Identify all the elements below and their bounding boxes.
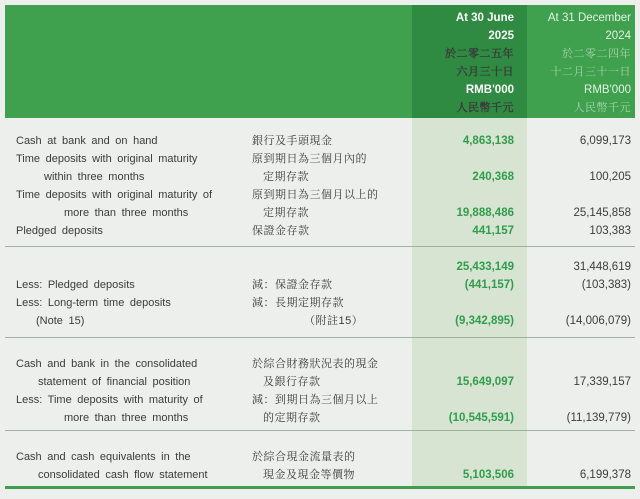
divider <box>5 337 635 338</box>
label-zh-line: 原到期日為三個月以上的 <box>252 189 379 201</box>
value-2025: 25,433,149 <box>456 261 514 273</box>
section-deposits <box>0 132 640 240</box>
label-en <box>16 186 252 222</box>
label-zh-line: 於綜合財務狀況表的現金 <box>252 358 379 370</box>
table-row-subtotal <box>0 258 640 276</box>
label-zh-line: 銀行及手頭現金 <box>252 135 333 147</box>
label-en-line: (Note 15) <box>36 315 85 327</box>
value-2025: 240,368 <box>472 171 514 183</box>
label-zh-line: 的定期存款 <box>263 412 321 424</box>
value-2024: 6,099,173 <box>579 135 631 147</box>
label-en <box>16 448 252 484</box>
value-2024: 6,199,378 <box>579 469 631 481</box>
label-zh-line: 保證金存款 <box>252 225 310 237</box>
table-body <box>0 118 640 489</box>
section-financial-position <box>0 355 640 427</box>
label-en-line: statement of financial position <box>38 376 191 388</box>
value-2024: (11,139,779) <box>566 412 631 424</box>
label-zh-line: （附註15） <box>304 315 364 327</box>
table-row <box>0 276 640 294</box>
label-en-line: Less: Pledged deposits <box>16 279 135 291</box>
header-line: 於二零二五年 <box>445 48 514 60</box>
total-divider <box>5 486 635 489</box>
label-zh-line: 定期存款 <box>263 171 309 183</box>
label-zh <box>252 448 402 484</box>
label-zh-line: 於綜合現金流量表的 <box>252 451 356 463</box>
value-2024: 25,145,858 <box>573 207 631 219</box>
label-en-line: Less: Long-term time deposits <box>16 297 171 309</box>
header-line: At 31 December <box>547 12 631 24</box>
label-en-line: more than three months <box>64 207 189 219</box>
label-zh <box>252 150 402 186</box>
value-2025: 19,888,486 <box>456 207 514 219</box>
header-line: 於二零二四年 <box>562 48 631 60</box>
value-2024: (103,383) <box>581 279 631 291</box>
label-en-line: within three months <box>44 171 145 183</box>
label-en-line: Time deposits with original maturity <box>16 153 198 165</box>
label-en-line: Time deposits with original maturity of <box>16 189 213 201</box>
value-2025: 15,649,097 <box>456 376 514 388</box>
label-en <box>16 355 252 391</box>
label-en-line: consolidated cash flow statement <box>38 469 208 481</box>
table-header <box>5 5 635 118</box>
table-row <box>0 132 640 150</box>
label-zh-line: 定期存款 <box>263 207 309 219</box>
label-en <box>16 150 252 186</box>
label-en-line: Pledged deposits <box>16 225 103 237</box>
label-en <box>16 294 252 330</box>
value-2024: 17,339,157 <box>573 376 631 388</box>
label-zh <box>252 294 402 330</box>
value-2024: (14,006,079) <box>565 315 631 327</box>
label-zh-line: 減：長期定期存款 <box>252 297 344 309</box>
header-line: RMB'000 <box>465 84 514 96</box>
label-zh <box>252 276 402 294</box>
value-2025: (10,545,591) <box>448 412 514 424</box>
label-zh <box>252 186 402 222</box>
table-row <box>0 391 640 427</box>
header-line: At 30 June <box>455 12 514 24</box>
header-line: 2025 <box>488 30 514 42</box>
header-col-prior-period <box>527 5 635 118</box>
label-en-line: more than three months <box>64 412 189 424</box>
label-zh-line: 原到期日為三個月內的 <box>252 153 367 165</box>
section-subtotal-less <box>0 258 640 330</box>
label-en <box>16 222 252 240</box>
value-2025: 441,157 <box>472 225 514 237</box>
section-cash-equivalents <box>0 448 640 484</box>
header-line: 人民幣千元 <box>456 102 514 114</box>
label-zh-line: 及銀行存款 <box>263 376 321 388</box>
table-row <box>0 150 640 186</box>
label-zh <box>252 132 402 150</box>
header-line: 人民幣千元 <box>573 102 631 114</box>
value-2025: 5,103,506 <box>462 469 514 481</box>
header-col-current-period <box>412 5 527 118</box>
label-zh <box>252 355 402 391</box>
label-en-line: Cash and cash equivalents in the <box>16 451 191 463</box>
value-2024: 31,448,619 <box>573 261 631 273</box>
table-row <box>0 222 640 240</box>
header-line: 2024 <box>605 30 631 42</box>
label-zh <box>252 391 402 427</box>
label-en <box>16 132 252 150</box>
value-2025: (9,342,895) <box>455 315 514 327</box>
table-row <box>0 294 640 330</box>
header-line: 六月三十日 <box>456 66 514 78</box>
value-2025: 4,863,138 <box>462 135 514 147</box>
label-en <box>16 391 252 427</box>
table-row <box>0 448 640 484</box>
label-zh-line: 減：到期日為三個月以上 <box>252 394 379 406</box>
label-zh <box>252 222 402 240</box>
header-line: 十二月三十一日 <box>550 66 631 78</box>
label-zh-line: 現金及現金等價物 <box>263 469 355 481</box>
value-2025: (441,157) <box>464 279 514 291</box>
header-line: RMB'000 <box>584 84 631 96</box>
value-2024: 103,383 <box>589 225 631 237</box>
label-en-line: Cash at bank and on hand <box>16 135 158 147</box>
value-2024: 100,205 <box>589 171 631 183</box>
label-en-line: Cash and bank in the consolidated <box>16 358 198 370</box>
divider <box>5 430 635 431</box>
divider <box>5 246 635 247</box>
table-row <box>0 355 640 391</box>
table-row <box>0 186 640 222</box>
label-en <box>16 276 252 294</box>
label-zh-line: 減：保證金存款 <box>252 279 333 291</box>
label-en-line: Less: Time deposits with maturity of <box>16 394 203 406</box>
